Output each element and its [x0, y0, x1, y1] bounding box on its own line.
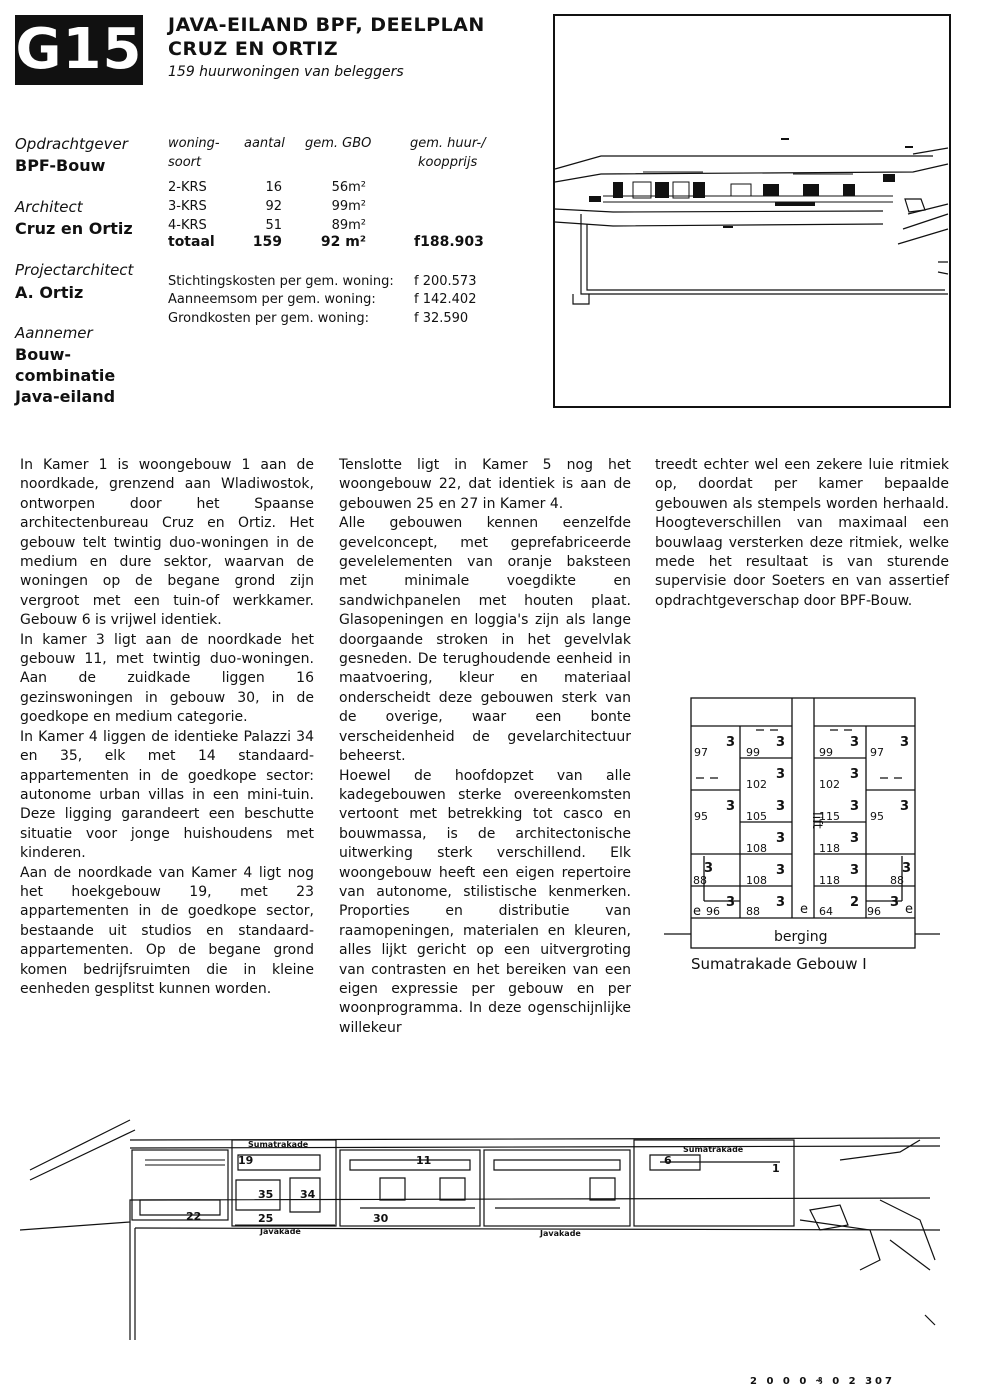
- entrance-label: e: [800, 902, 808, 917]
- unit-number: 99: [819, 746, 833, 759]
- table-total-gbo: 92 m²: [320, 234, 366, 250]
- unit-rooms: 3: [850, 799, 860, 814]
- body-paragraph: In kamer 3 ligt aan de noordkade het gebouw 11, met twintig duo-woningen. Aan de zuidkade liggen 16 gezinswoningen in gebouw 30, in de goedkope en medium categorie.: [20, 631, 314, 726]
- table-header-price: [410, 134, 486, 172]
- street-label-south: Javakade: [260, 1227, 301, 1236]
- body-paragraph: treedt echter wel een zekere luie ritmiek op, doordat per kamer bepaalde gebouwen als stempels worden herhaald. Hoogteverschillen van maximaal een bouwlaag versterken deze ritmiek, welke mede het resultaat is van sturende supervisie door Soeters en van assertief opdrachtgeverschap door BPF-Bouw.: [655, 457, 949, 609]
- unit-number: 97: [694, 746, 708, 759]
- unit-rooms: 3: [726, 735, 736, 750]
- building-number: 35: [258, 1188, 274, 1201]
- building-number: 11: [416, 1154, 432, 1167]
- table-row-type: 4-KRS: [168, 218, 207, 233]
- unit-rooms: 3: [776, 863, 786, 878]
- table-total-label: totaal: [168, 234, 215, 250]
- building-number: 6: [664, 1154, 672, 1167]
- body-paragraph: Hoewel de hoofdopzet van alle kadegebouwen sterke overeenkomsten vertoont met betrekking tot casco en bouwmassa, is de architectonische uitwerking sterk verschillend. Elk woongebouw heeft een eigen repertoire van autonome, stilistische kenmerken. Proporties en distributie van raamopeningen, materialen en kleuren, alles lijkt gericht op een uitvergroting van contrasten en het bereiken van een eigen expressie per gebouw en per woonprogramma. In deze ogenschijnlijke willekeur: [339, 767, 631, 1036]
- unit-rooms: 3: [726, 895, 736, 910]
- building-number: 25: [258, 1212, 274, 1225]
- unit-number: 64: [819, 905, 833, 918]
- table-total-count: 159: [252, 234, 282, 250]
- cost-label: Stichtingskosten per gem. woning:: [168, 274, 394, 289]
- page-folio: 2 0 0 0 ₰ 0 2 307: [750, 1376, 895, 1387]
- credit-value-client: BPF-Bouw: [15, 156, 106, 175]
- cost-value: f 142.402: [414, 292, 477, 307]
- credit-label-client: Opdrachtgever: [15, 135, 128, 153]
- unit-rooms: 3: [776, 831, 786, 846]
- unit-number: 105: [746, 810, 767, 823]
- page-title-line1: JAVA-EILAND BPF, DEELPLAN: [168, 14, 485, 36]
- unit-number: 88: [746, 905, 760, 918]
- body-column-2: [339, 456, 631, 1038]
- building-number: 30: [373, 1212, 389, 1225]
- table-header-type: [168, 134, 220, 172]
- cost-value: f 200.573: [414, 274, 477, 289]
- unit-number: 95: [870, 810, 884, 823]
- building-number: 22: [186, 1210, 202, 1223]
- building-section-diagram: [664, 696, 942, 958]
- body-paragraph: In Kamer 1 is woongebouw 1 aan de noordkade, grenzend aan Wladiwostok, ontworpen door het Spaanse architectenbureau Cruz en Ortiz. Het gebouw telt twintig duo-woningen in de medium en dure sektor, waarvan de woningen op de begane grond zijn vergroot met een tuin-of werkkamer. Gebouw 6 is vrijwel identiek.: [20, 457, 314, 629]
- unit-number: 118: [819, 842, 840, 855]
- table-total-price: f188.903: [414, 234, 484, 250]
- cost-value: f 32.590: [414, 311, 469, 326]
- table-header-count: aantal: [244, 136, 285, 151]
- table-header-price-line: koopprijs: [418, 155, 478, 170]
- body-paragraph: Tenslotte ligt in Kamer 5 nog het woongebouw 22, dat identiek is aan de gebouwen 25 en 27 in Kamer 4.: [339, 457, 631, 512]
- street-label-south: Javakade: [540, 1229, 581, 1238]
- unit-number: 88: [890, 874, 904, 887]
- unit-number: 96: [867, 905, 881, 918]
- page-title-line2: CRUZ EN ORTIZ: [168, 38, 339, 60]
- lift-label: lift: [809, 812, 824, 829]
- unit-number: 108: [746, 842, 767, 855]
- credit-value-architect: Cruz en Ortiz: [15, 219, 133, 238]
- entrance-label: e: [905, 902, 913, 917]
- credit-value-contractor-line: Bouw-: [15, 345, 71, 364]
- unit-number: 102: [819, 778, 840, 791]
- unit-rooms: 3: [776, 735, 786, 750]
- table-row-gbo: 89m²: [331, 218, 366, 233]
- credit-label-project-architect: Projectarchitect: [15, 261, 134, 279]
- unit-number: 108: [746, 874, 767, 887]
- table-row-gbo: 99m²: [331, 199, 366, 214]
- unit-number: 96: [706, 905, 720, 918]
- body-column-1: [20, 456, 314, 999]
- building-number: 19: [238, 1154, 254, 1167]
- table-row-count: 92: [265, 199, 282, 214]
- credit-label-architect: Architect: [15, 198, 83, 216]
- body-column-3: [655, 456, 949, 611]
- cost-label: Grondkosten per gem. woning:: [168, 311, 370, 326]
- unit-number: 115: [819, 810, 840, 823]
- building-number: 1: [772, 1162, 780, 1175]
- unit-number: 99: [746, 746, 760, 759]
- credit-value-project-architect: A. Ortiz: [15, 283, 84, 302]
- site-plan: [20, 1100, 960, 1340]
- unit-rooms: 3: [900, 799, 910, 814]
- table-row-gbo: 56m²: [331, 180, 366, 195]
- credit-value-contractor: [15, 344, 115, 407]
- unit-rooms: 3: [850, 863, 860, 878]
- table-header-type-line: woning-: [168, 136, 220, 151]
- unit-rooms: 2: [850, 895, 860, 910]
- street-label-north: Sumatrakade: [683, 1145, 744, 1154]
- building-number: 34: [300, 1188, 316, 1201]
- unit-rooms: 3: [850, 831, 860, 846]
- unit-rooms: 3: [890, 895, 900, 910]
- section-diagram-caption: Sumatrakade Gebouw I: [691, 955, 867, 973]
- unit-rooms: 3: [776, 895, 786, 910]
- table-header-price-line: gem. huur-/: [410, 136, 486, 151]
- page-subtitle: 159 huurwoningen van beleggers: [168, 64, 404, 80]
- location-map: [553, 14, 951, 408]
- table-row-count: 16: [265, 180, 282, 195]
- credit-label-contractor: Aannemer: [15, 324, 93, 342]
- unit-number: 118: [819, 874, 840, 887]
- storage-label: berging: [774, 929, 828, 945]
- entrance-label: e: [693, 904, 701, 919]
- body-paragraph: Alle gebouwen kennen eenzelfde gevelconcept, met geprefabriceerde gevelelementen van oranje baksteen met minimale voegdikte en sandwichpanelen met houten plaat. Glasopeningen en loggia's zijn als lange doorgaande stroken in het gevelvlak gesneden. De terughoudende eenheid in maatvoering, kleur en materiaal onderscheidt deze gebouwen sterk van de overige, waar een bonte verscheidenheid de gevelarchitectuur beheerst.: [339, 515, 631, 765]
- table-row-count: 51: [265, 218, 282, 233]
- credit-value-contractor-line: Java-eiland: [15, 387, 116, 406]
- unit-rooms: 3: [776, 799, 786, 814]
- unit-rooms: 3: [704, 861, 714, 876]
- unit-rooms: 3: [850, 767, 860, 782]
- table-header-gbo: gem. GBO: [305, 136, 372, 151]
- unit-number: 95: [694, 810, 708, 823]
- table-header-type-line: soort: [168, 155, 202, 170]
- table-row-type: 3-KRS: [168, 199, 207, 214]
- unit-rooms: 3: [902, 861, 912, 876]
- unit-number: 97: [870, 746, 884, 759]
- cost-label: Aanneemsom per gem. woning:: [168, 292, 376, 307]
- unit-rooms: 3: [726, 799, 736, 814]
- unit-rooms: 3: [900, 735, 910, 750]
- street-label-north: Sumatrakade: [248, 1140, 309, 1149]
- unit-number: 102: [746, 778, 767, 791]
- body-paragraph: In Kamer 4 liggen de identieke Palazzi 34 en 35, elk met 14 standaard-appartementen in de goedkope sector: autonome urban villas in een mini-tuin. Deze ligging garandeert een beschutte situatie voor jonge huishoudens met kinderen.: [20, 728, 314, 862]
- unit-rooms: 3: [850, 735, 860, 750]
- body-paragraph: Aan de noordkade van Kamer 4 ligt nog het hoekgebouw 19, met 23 appartementen in de goedkope sector, bestaande uit studios en standaard-appartementen. Op de begane grond komen bedrijfsruimten die in kleine eenheden gesplitst kunnen worden.: [20, 864, 314, 997]
- unit-rooms: 3: [776, 767, 786, 782]
- project-code-badge: G15: [15, 15, 143, 85]
- table-row-type: 2-KRS: [168, 180, 207, 195]
- credit-value-contractor-line: combinatie: [15, 366, 116, 385]
- unit-number: 88: [693, 874, 707, 887]
